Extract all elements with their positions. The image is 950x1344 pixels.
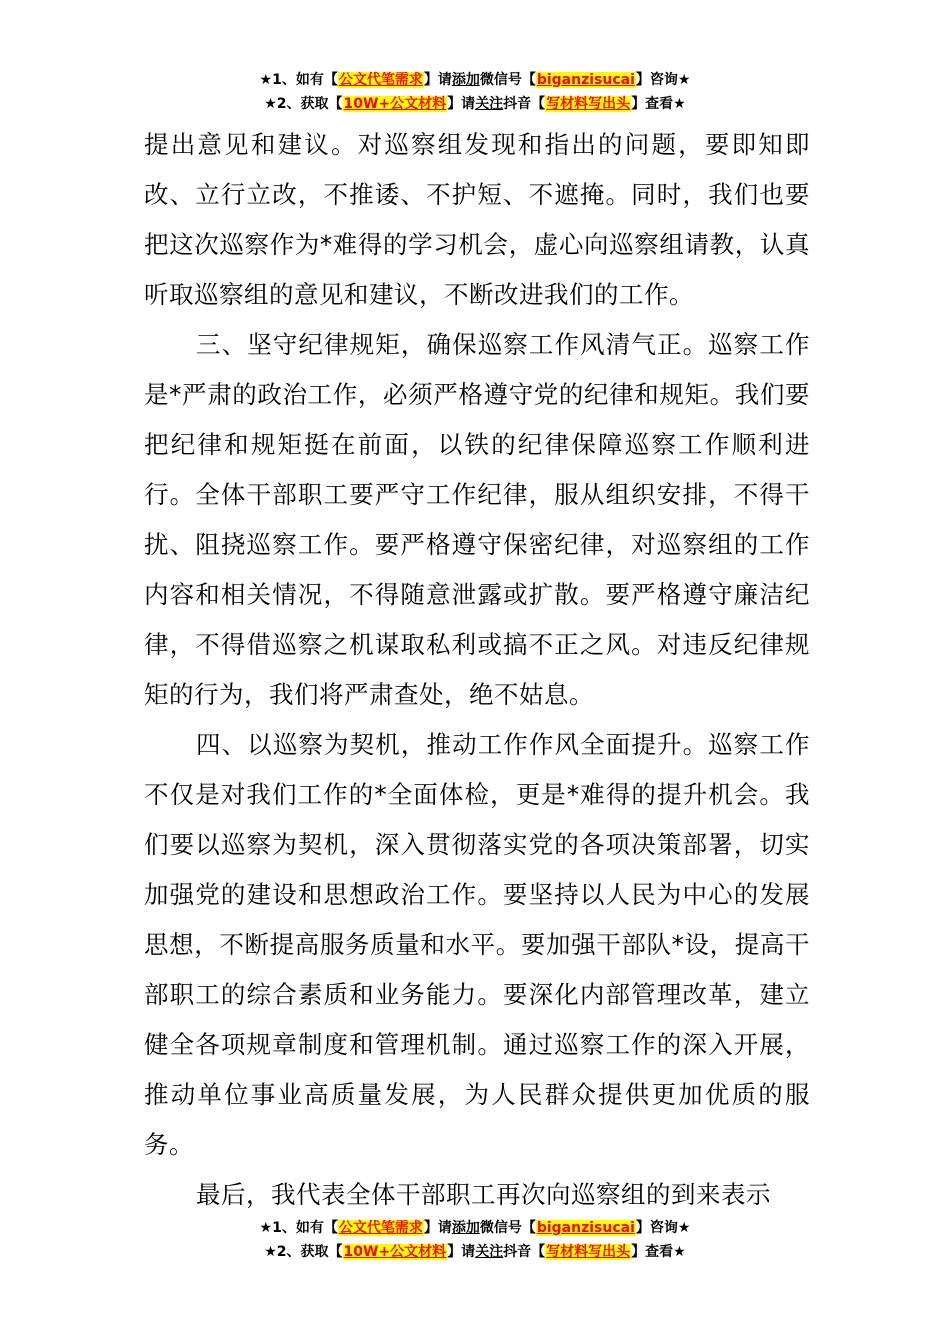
banner-text: 】查看★ xyxy=(631,1244,686,1260)
banner-highlight: biganzisucai xyxy=(536,72,635,88)
banner-text: ★1、如有【 xyxy=(259,1220,338,1236)
banner-highlight: biganzisucai xyxy=(536,1220,635,1236)
banner-text: ★1、如有【 xyxy=(259,72,338,88)
banner-highlight: 10W+公文材料 xyxy=(343,96,447,112)
banner-line-2 xyxy=(0,1240,950,1264)
banner-text: 】咨询★ xyxy=(635,1220,691,1236)
banner-text: 微信号【 xyxy=(479,1220,536,1236)
banner-line-2 xyxy=(0,92,950,116)
paragraph: 提出意见和建议。对巡察组发现和指出的问题，要即知即改、立行立改，不推诿、不护短、不遮掩。同时，我们也要把这次巡察作为*难得的学习机会，虚心向巡察组请教，认真听取巡察组的意见和建议，不断改进我们的工作。 xyxy=(144,130,810,309)
banner-line-1 xyxy=(0,1216,950,1240)
banner-text: 】请 xyxy=(423,1220,452,1236)
banner-text: 】请 xyxy=(423,72,452,88)
paragraph: 四、以巡察为契机，推动工作作风全面提升。巡察工作不仅是对我们工作的*全面体检，更是*难得的提升机会。我们要以巡察为契机，深入贯彻落实党的各项决策部署，切实加强党的建设和思想政治工作。要坚持以人民为中心的发展思想，不断提高服务质量和水平。要加强干部队*设，提高干部职工的综合素质和业务能力。要深化内部管理改革，建立健全各项规章制度和管理机制。通过巡察工作的深入开展，推动单位事业高质量发展，为人民群众提供更加优质的服务。 xyxy=(144,730,810,1159)
banner-underline: 关注 xyxy=(475,1244,504,1260)
banner-text: 抖音【 xyxy=(503,1244,546,1260)
banner-text: 】查看★ xyxy=(631,96,686,112)
banner-line-1 xyxy=(0,68,950,92)
banner-text: ★2、获取【 xyxy=(264,96,343,112)
header-banner xyxy=(0,68,950,116)
banner-text: 抖音【 xyxy=(503,96,546,112)
paragraph: 最后，我代表全体干部职工再次向巡察组的到来表示 xyxy=(196,1180,771,1209)
document-body xyxy=(144,120,810,1220)
banner-text: ★2、获取【 xyxy=(264,1244,343,1260)
footer-banner xyxy=(0,1216,950,1264)
banner-underline: 添加 xyxy=(451,1220,480,1236)
paragraph: 三、坚守纪律规矩，确保巡察工作风清气正。巡察工作是*严肃的政治工作，必须严格遵守党的纪律和规矩。我们要把纪律和规矩挺在前面，以铁的纪律保障巡察工作顺利进行。全体干部职工要严守工作纪律，服从组织安排，不得干扰、阻挠巡察工作。要严格遵守保密纪律，对巡察组的工作内容和相关情况，不得随意泄露或扩散。要严格遵守廉洁纪律，不得借巡察之机谋取私利或搞不正之风。对违反纪律规矩的行为，我们将严肃查处，绝不姑息。 xyxy=(144,330,810,709)
banner-highlight: 写材料写出头 xyxy=(546,96,631,112)
banner-underline: 添加 xyxy=(451,72,480,88)
banner-text: 】咨询★ xyxy=(635,72,691,88)
banner-highlight: 公文代笔需求 xyxy=(338,72,423,88)
banner-underline: 关注 xyxy=(475,96,504,112)
banner-highlight: 10W+公文材料 xyxy=(343,1244,447,1260)
banner-highlight: 写材料写出头 xyxy=(546,1244,631,1260)
banner-text: 微信号【 xyxy=(479,72,536,88)
banner-highlight: 公文代笔需求 xyxy=(338,1220,423,1236)
banner-text: 】请 xyxy=(447,1244,476,1260)
banner-text: 】请 xyxy=(447,96,476,112)
